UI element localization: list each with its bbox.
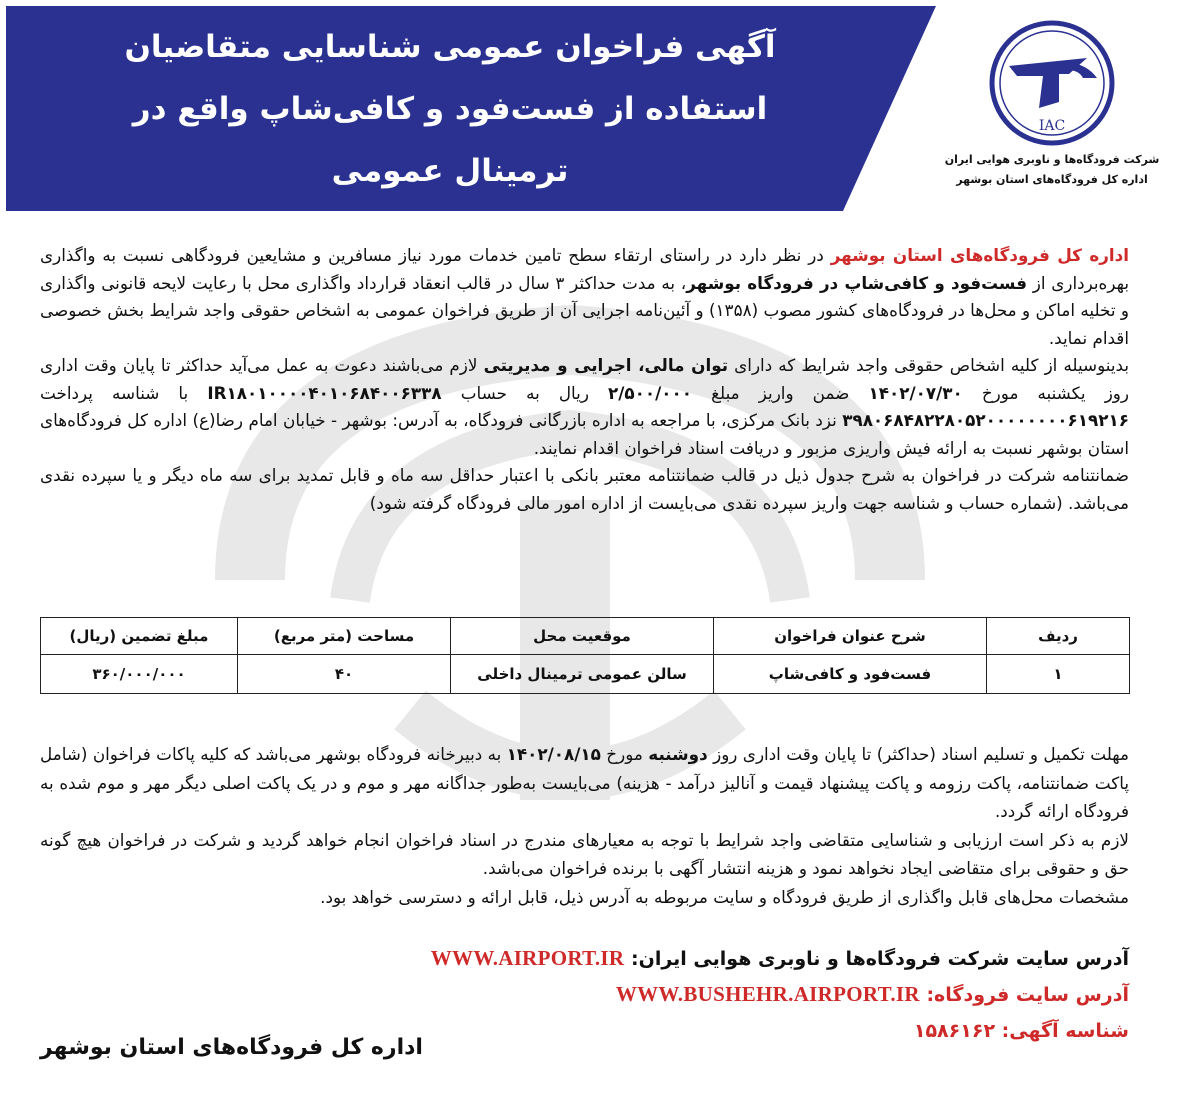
org-name: اداره کل فرودگاه‌های استان بوشهر	[830, 245, 1129, 265]
bank-account: IR۱۸۰۱۰۰۰۰۴۰۱۰۶۸۴۰۰۶۳۳۸	[207, 382, 442, 403]
text-segment: با شناسه پرداخت	[40, 382, 208, 403]
text-segment: لازم می‌باشند دعوت به عمل می‌آید حداکثر تا پایان وقت اداری روز یکشنبه مورخ	[40, 355, 1130, 403]
text-segment: در نظر دارد در راستای ارتقاء سطح تامین خدمات مورد نیاز مسافرین و مشایعین فرودگاهی نسبت به واگذاری بهره‌برداری از	[40, 245, 1129, 293]
signature: اداره کل فرودگاه‌های استان بوشهر	[40, 1035, 423, 1060]
table-cell: سالن عمومی ترمینال داخلی	[451, 655, 714, 694]
text-segment: بدینوسیله از کلیه اشخاص حقوقی واجد شرایط که دارای	[728, 355, 1130, 375]
page-title: آگهی فراخوان عمومی شناسایی متقاضیان استفاده از فست‌فود و کافی‌شاپ واقع در ترمینال عمومی پروازهای داخلی در فرودگاه بوشهر	[124, 29, 776, 251]
ad-id-value: ۱۵۸۶۱۶۲	[913, 1020, 996, 1042]
deadline-date: ۱۴۰۲/۰۷/۳۰	[868, 382, 963, 403]
logo-caption-2: اداره کل فرودگاه‌های استان بوشهر	[956, 173, 1148, 186]
company-url-link[interactable]: WWW.AIRPORT.IR	[430, 946, 625, 970]
table-header-cell: ردیف	[987, 618, 1130, 655]
fee-amount: ۲/۵۰۰/۰۰۰	[608, 382, 693, 403]
table-cell: ۳۶۰/۰۰۰/۰۰۰	[41, 655, 238, 694]
table-cell: ۴۰	[238, 655, 451, 694]
tender-table	[40, 617, 1130, 694]
text-segment: ریال به حساب	[441, 382, 609, 403]
logo-block	[937, 18, 1167, 188]
company-address-row	[431, 946, 1129, 971]
airport-url-link[interactable]: WWW.BUSHEHR.AIRPORT.IR	[615, 982, 920, 1006]
ad-id-label: شناسه آگهی:	[1001, 1020, 1129, 1042]
table-row	[41, 655, 1130, 694]
text-segment: مورخ	[600, 744, 649, 764]
paragraph-intro	[40, 242, 1129, 352]
text-segment: ، به مدت حداکثر ۳ سال در قالب انعقاد قرارداد واگذاری محل با رعایت لایحه قانونی واگذاری و تخلیه اماکن و محل‌ها در فرودگاه‌های کشور مصوب (۱۳۵۸) و آئین‌نامه اجرایی آن از طریق فراخوان عمومی به اشخاص حقوقی واجد شرایط بخش خصوصی اقدام نماید.	[40, 272, 1129, 348]
table-header-cell: مبلغ تضمین (ریال)	[41, 618, 238, 655]
airport-address-row	[616, 982, 1129, 1007]
paragraph-evaluation: لازم به ذکر است ارزیابی و شناسایی متقاضی واجد شرایط با توجه به معیارهای مندرج در اسناد فراخوان انجام خواهد گردید و شرکت در فراخوان هیچ گونه حق و حقوقی برای متقاضی ایجاد نخواهد نمود و هزینه انتشار آگهی با برنده فراخوان می‌باشد.	[40, 829, 1129, 878]
logo-initials: IAC	[1038, 118, 1066, 134]
paragraph-invitation	[40, 352, 1129, 462]
paragraph-deadline	[40, 740, 1129, 826]
ad-id-row	[914, 1020, 1129, 1042]
text-segment: ضمن واریز مبلغ	[692, 382, 869, 403]
paragraph-guarantee: ضمانتنامه شرکت در فراخوان به شرح جدول ذیل در قالب ضمانتنامه معتبر بانکی با اعتبار حداقل سه ماه و قابل تمدید برای سه ماه دیگر و یا سپرده نقدی می‌باشد. (شماره حساب و شناسه جهت واریز سپرده نقدی می‌بایست از اداره امور مالی فرودگاه گرفته شود)	[40, 465, 1129, 513]
logo-caption-1: شرکت فرودگاه‌ها و ناوبری هوایی ایران	[944, 153, 1160, 166]
announcement-body	[40, 242, 1129, 517]
table-header-cell: مساحت (متر مربع)	[238, 618, 451, 655]
deadline-day: دوشنبه	[648, 744, 708, 764]
text-segment-bold: فست‌فود و کافی‌شاپ در فرودگاه بوشهر	[686, 272, 1027, 293]
iac-logo-icon	[987, 18, 1117, 148]
text-segment: مهلت تکمیل و تسلیم اسناد (حداکثر) تا پایان وقت اداری روز	[707, 744, 1129, 764]
company-address-label: آدرس سایت شرکت فرودگاه‌ها و ناوبری هوایی ایران:	[631, 948, 1129, 970]
table-cell: فست‌فود و کافی‌شاپ	[714, 655, 987, 694]
text-segment-bold: توان مالی، اجرایی و مدیریتی	[483, 355, 729, 375]
table-cell: ۱	[987, 655, 1130, 694]
text-segment: به دبیرخانه فرودگاه بوشهر می‌باشد که کلیه پاکات فراخوان (شامل پاکت ضمانتنامه، پاکت رزومه و پاکت پیشنهاد قیمت و آنالیز درآمد - هزینه) می‌بایست به‌طور جداگانه مهر و موم و در یک پاکت اصلی دیگر مهر و موم شده به فرودگاه ارائه گردد.	[40, 744, 1129, 821]
table-header-cell: شرح عنوان فراخوان	[714, 618, 987, 655]
paragraph-info: مشخصات محل‌های قابل واگذاری از طریق فرودگاه و سایت مربوطه به آدرس ذیل، قابل ارائه و دسترسی خواهد بود.	[320, 886, 1129, 907]
text-segment: نزد بانک مرکزی، با مراجعه به اداره بازرگانی فرودگاه، به آدرس: بوشهر - خیابان امام رضا(ع) اداره کل فرودگاه‌های استان بوشهر نسبت به ارائه فیش واریزی مزبور و دریافت اسناد فراخوان اقدام نمایند.	[40, 410, 1129, 458]
table-header-cell: موقعیت محل	[451, 618, 714, 655]
announcement-body-2	[40, 740, 1129, 911]
table-header-row	[41, 618, 1130, 655]
airport-address-label: آدرس سایت فرودگاه:	[926, 984, 1129, 1006]
deadline-date-2: ۱۴۰۲/۰۸/۱۵	[506, 744, 601, 764]
payment-id: ۳۹۸۰۶۸۴۸۲۲۸۰۵۲۰۰۰۰۰۰۰۰۶۱۹۲۱۶	[842, 410, 1129, 430]
